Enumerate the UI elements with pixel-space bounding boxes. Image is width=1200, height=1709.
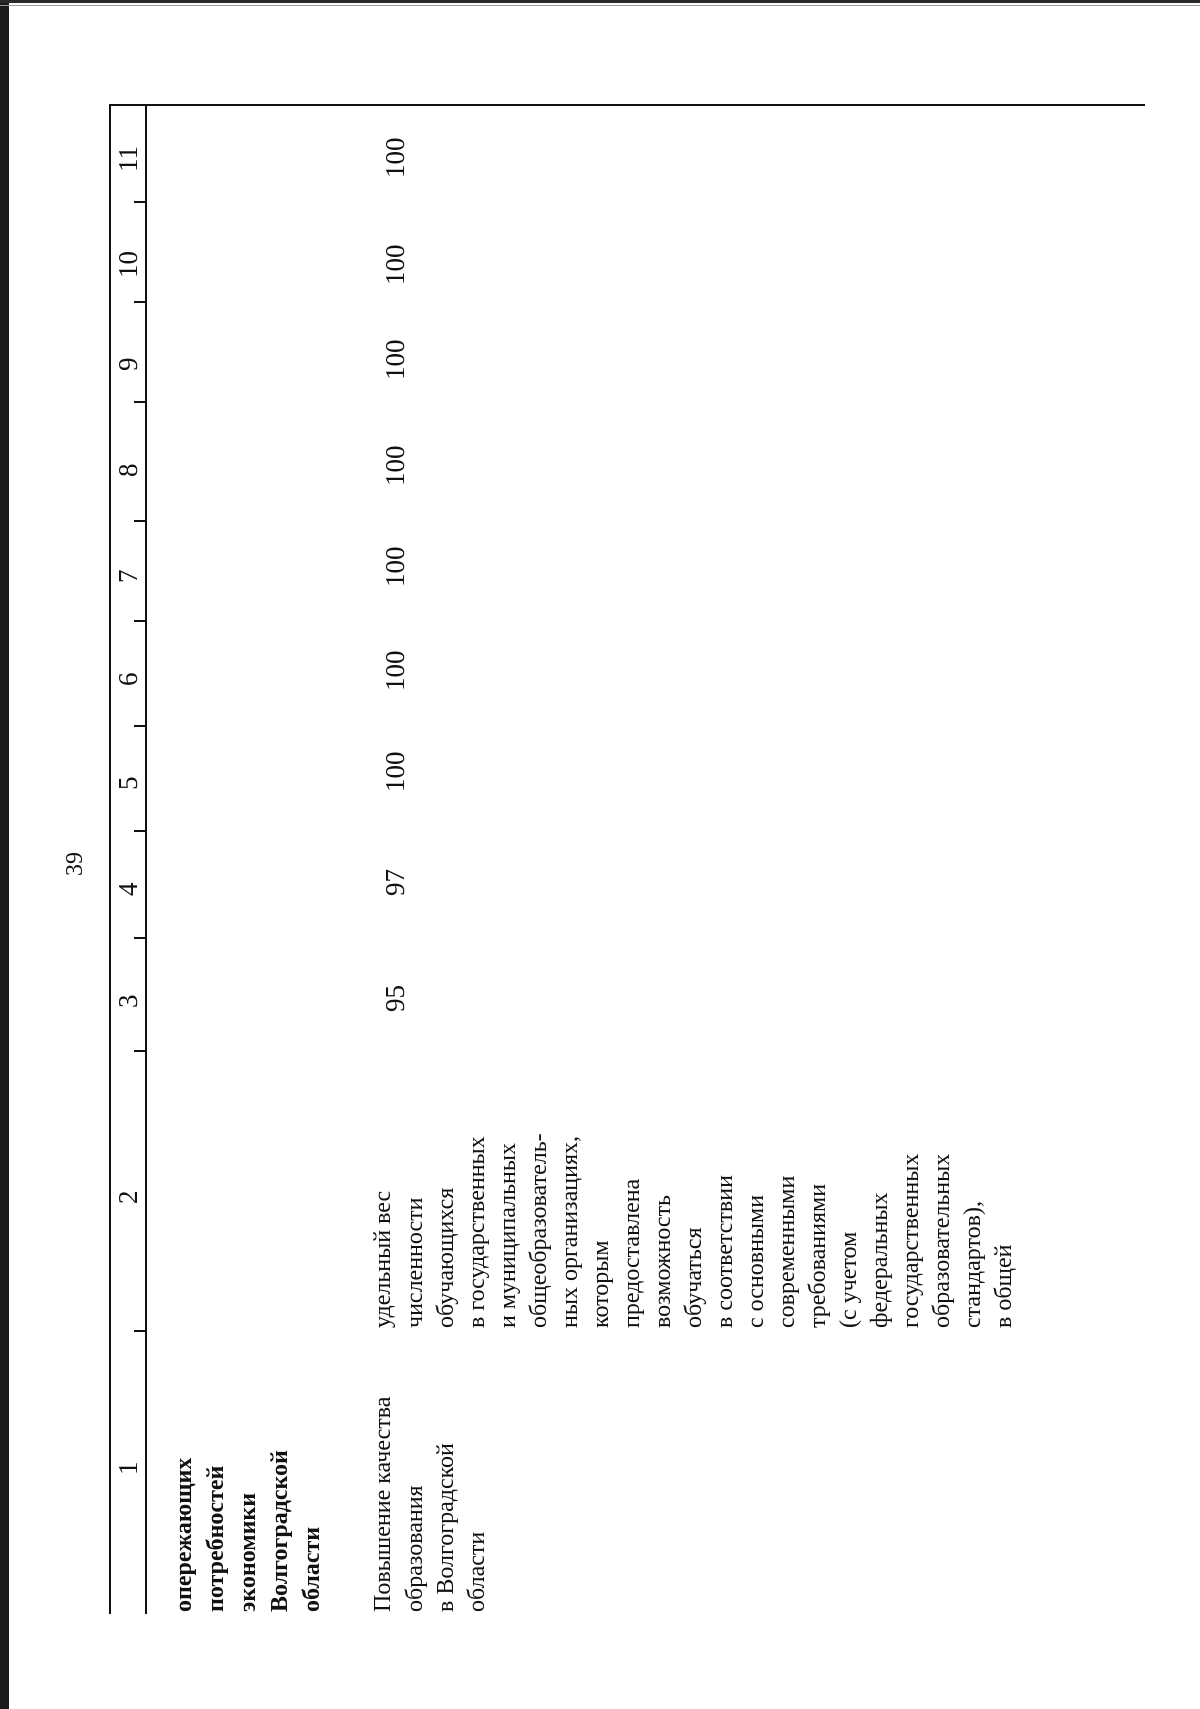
row-goal-line-1: Повышение качества	[370, 1396, 396, 1612]
row-indicator-line-6: общеобразователь-	[526, 1133, 552, 1328]
header-left-border	[109, 104, 111, 1614]
continuation-line-3: экономики	[235, 1492, 261, 1612]
row-indicator-line-8: которым	[588, 1240, 614, 1328]
col-sep-2-1	[134, 1330, 147, 1332]
row-indicator-line-7: ных организациях,	[557, 1135, 583, 1328]
column-header-2: 2	[113, 1190, 143, 1204]
column-header-11: 11	[113, 146, 143, 172]
col-sep-7-6	[134, 620, 147, 622]
scan-edge-left	[0, 0, 9, 1709]
row-indicator-line-12: в соответствии	[712, 1175, 738, 1328]
row-indicator-line-3: обучающихся	[433, 1187, 459, 1328]
row-indicator-line-13: с основными	[743, 1194, 769, 1328]
row-indicator-line-17: федеральных	[867, 1192, 893, 1328]
value-col-10: 100	[380, 244, 410, 285]
scan-edge-top-thin	[0, 5, 1200, 6]
value-col-7: 100	[380, 546, 410, 587]
value-col-3: 95	[380, 985, 410, 1012]
col-sep-9-8	[134, 401, 147, 403]
header-bottom-border	[145, 104, 147, 1614]
row-indicator-line-20: стандартов),	[960, 1201, 986, 1328]
row-indicator-line-5: и муниципальных	[495, 1142, 521, 1328]
value-col-5: 100	[380, 751, 410, 792]
col-sep-8-7	[134, 520, 147, 522]
col-sep-3-2	[134, 1050, 147, 1052]
row-indicator-line-2: численности	[402, 1197, 428, 1328]
continuation-line-4: Волгоградской	[267, 1450, 293, 1612]
row-indicator-line-14: современными	[774, 1175, 800, 1328]
row-goal-line-4: области	[464, 1531, 490, 1612]
scan-edge-top	[0, 0, 1200, 3]
column-header-5: 5	[113, 776, 143, 790]
row-indicator-line-10: возможность	[650, 1194, 676, 1328]
continuation-line-2: потребностей	[203, 1465, 229, 1612]
col-sep-6-5	[134, 725, 147, 727]
col-sep-4-3	[134, 937, 147, 939]
row-indicator-line-19: образовательных	[929, 1153, 955, 1328]
col-sep-5-4	[134, 830, 147, 832]
page-number: 39	[62, 852, 88, 876]
column-header-10: 10	[113, 251, 143, 278]
column-header-3: 3	[113, 994, 143, 1008]
column-header-6: 6	[113, 672, 143, 686]
row-indicator-line-1: удельный вес	[370, 1190, 396, 1328]
column-header-8: 8	[113, 463, 143, 477]
column-header-9: 9	[113, 357, 143, 371]
row-goal-line-2: образования	[402, 1485, 428, 1612]
row-indicator-line-15: требованиями	[805, 1183, 831, 1328]
row-indicator-line-16: (с учетом	[836, 1231, 862, 1328]
table-top-border	[110, 104, 1145, 106]
column-header-4: 4	[113, 882, 143, 896]
row-indicator-line-4: в государственных	[464, 1136, 490, 1328]
continuation-line-1: опережающих	[171, 1457, 197, 1612]
value-col-8: 100	[380, 445, 410, 486]
continuation-line-5: области	[299, 1526, 325, 1612]
col-sep-10-9	[134, 301, 147, 303]
row-indicator-line-21: в общей	[991, 1244, 1017, 1328]
column-header-7: 7	[113, 569, 143, 583]
value-col-6: 100	[380, 650, 410, 691]
row-goal-line-3: в Волгоградской	[433, 1443, 459, 1612]
value-col-11: 100	[380, 137, 410, 178]
value-col-4: 97	[380, 869, 410, 896]
value-col-9: 100	[380, 339, 410, 380]
row-indicator-line-9: предоставлена	[619, 1178, 645, 1328]
row-indicator-line-11: обучаться	[681, 1227, 707, 1328]
col-sep-11-10	[134, 201, 147, 203]
column-header-1: 1	[113, 1461, 143, 1475]
row-indicator-line-18: государственных	[898, 1153, 924, 1328]
